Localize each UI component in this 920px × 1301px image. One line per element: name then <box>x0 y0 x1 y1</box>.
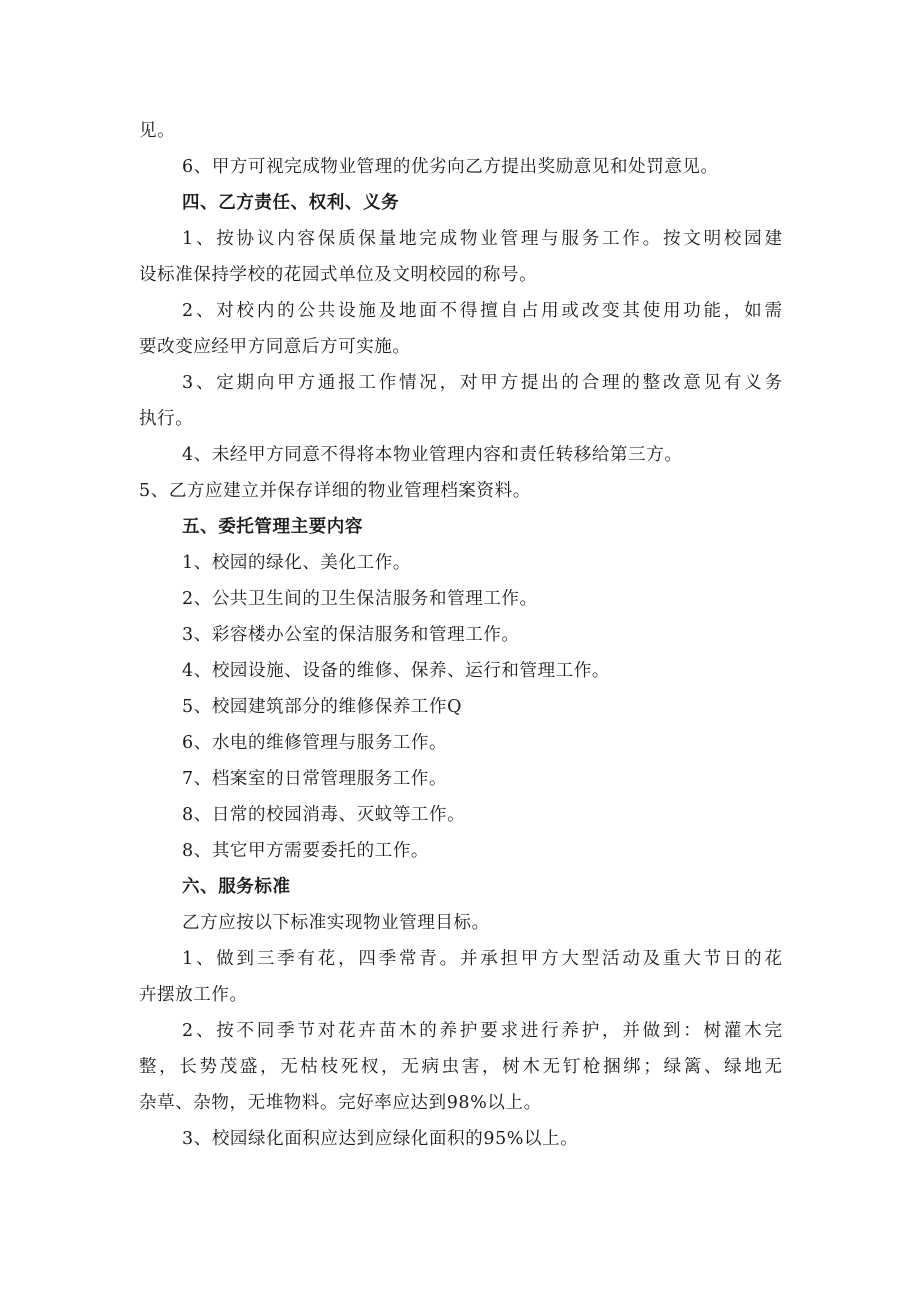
text-line: 卉摆放工作。 <box>139 985 248 1005</box>
list-item: 8、其它甲方需要委托的工作。 <box>182 841 430 861</box>
text-line: 要改变应经甲方同意后方可实施。 <box>139 337 411 357</box>
list-item: 5、校园建筑部分的维修保养工作Q <box>182 697 463 717</box>
text-line: 6、甲方可视完成物业管理的优劣向乙方提出奖励意见和处罚意见。 <box>182 157 719 177</box>
text-line: 2、按不同季节对花卉苗木的养护要求进行养护，并做到：树灌木完 <box>182 1021 782 1041</box>
section-heading: 六、服务标准 <box>182 877 291 897</box>
list-item: 6、水电的维修管理与服务工作。 <box>182 733 448 753</box>
text-line: 执行。 <box>139 409 194 429</box>
text-line: 1、做到三季有花，四季常青。并承担甲方大型活动及重大节日的花 <box>182 949 782 969</box>
list-item: 8、日常的校园消毒、灭蚊等工作。 <box>182 805 466 825</box>
text-line: 设标准保持学校的花园式单位及文明校园的称号。 <box>139 265 538 285</box>
text-line: 5、乙方应建立并保存详细的物业管理档案资料。 <box>139 481 531 501</box>
section-heading: 五、委托管理主要内容 <box>182 517 363 537</box>
text-line: 1、按协议内容保质保量地完成物业管理与服务工作。按文明校园建 <box>182 229 782 249</box>
list-item: 3、彩容楼办公室的保洁服务和管理工作。 <box>182 625 520 645</box>
list-item: 7、档案室的日常管理服务工作。 <box>182 769 448 789</box>
list-item: 1、校园的绿化、美化工作。 <box>182 553 411 573</box>
text-line: 杂草、杂物，无堆物料。完好率应达到98%以上。 <box>139 1093 542 1113</box>
text-line: 3、定期向甲方通报工作情况，对甲方提出的合理的整改意见有义务 <box>182 373 782 393</box>
text-line: 整，长势茂盛，无枯枝死杈，无病虫害，树木无钉枪捆绑；绿篱、绿地无 <box>139 1057 782 1077</box>
text-line: 3、校园绿化面积应达到应绿化面积的95%以上。 <box>182 1129 579 1149</box>
text-line: 4、未经甲方同意不得将本物业管理内容和责任转移给第三方。 <box>182 445 683 465</box>
text-line: 2、对校内的公共设施及地面不得擅自占用或改变其使用功能，如需 <box>182 301 782 321</box>
text-line: 见。 <box>139 121 176 141</box>
list-item: 2、公共卫生间的卫生保洁服务和管理工作。 <box>182 589 538 609</box>
list-item: 4、校园设施、设备的维修、保养、运行和管理工作。 <box>182 661 611 681</box>
text-line: 乙方应按以下标准实现物业管理目标。 <box>182 913 490 933</box>
section-heading: 四、乙方责任、权利、义务 <box>182 193 400 213</box>
